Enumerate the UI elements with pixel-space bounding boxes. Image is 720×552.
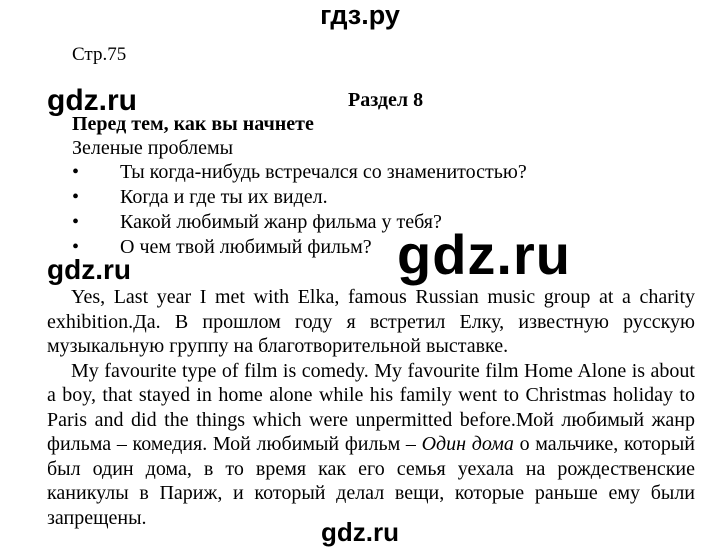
answer-text [47, 285, 695, 530]
list-item [72, 185, 527, 210]
section-title: Раздел 8 [348, 89, 424, 111]
paragraph-2 [47, 359, 695, 531]
question-text: Ты когда-нибудь встречался со знаменитостью? [120, 161, 527, 183]
bullet-icon: • [72, 161, 80, 183]
page-reference: Стр.75 [72, 44, 127, 65]
film-title-italic: Один дома [421, 433, 514, 455]
bullet-icon: • [72, 186, 80, 208]
watermark-mid-left: gdz.ru [47, 254, 131, 285]
site-header-watermark: гдз.ру [320, 0, 400, 30]
topic-line: Зеленые проблемы [72, 137, 234, 159]
watermark-large: gdz.ru [397, 223, 571, 286]
paragraph-2-start: My favourite type of film is comedy. My favourite film Home Alone is about a boy, that stayed in home alone while his family went to Christmas holiday to Paris and did the things which were unpermitted before.Мой любимый жанр фильма – комедия. Мой любимый фильм – [47, 359, 695, 455]
watermark-bottom: gdz.ru [321, 517, 399, 547]
question-text: Когда и где ты их видел. [120, 186, 328, 208]
list-item [72, 160, 527, 185]
bullet-icon: • [72, 236, 80, 258]
paragraph-2-end: о мальчике, который был один дома, в то время как его семья уехала на рождественские каникулы в Париж, и который делал вещи, которые раньше ему были запрещены. [47, 433, 696, 529]
watermark-top-left: gdz.ru [47, 84, 137, 117]
paragraph-1: Yes, Last year I met with Elka, famous Russian music group at a charity exhibition.Да. В прошлом году я встретил Елку, известную русскую музыкальную группу на благотворительной выставке. [47, 286, 695, 357]
question-text: О чем твой любимый фильм? [120, 236, 372, 258]
subtitle: Перед тем, как вы начнете [72, 113, 314, 135]
question-text: Какой любимый жанр фильма у тебя? [120, 211, 442, 233]
bullet-icon: • [72, 211, 80, 233]
